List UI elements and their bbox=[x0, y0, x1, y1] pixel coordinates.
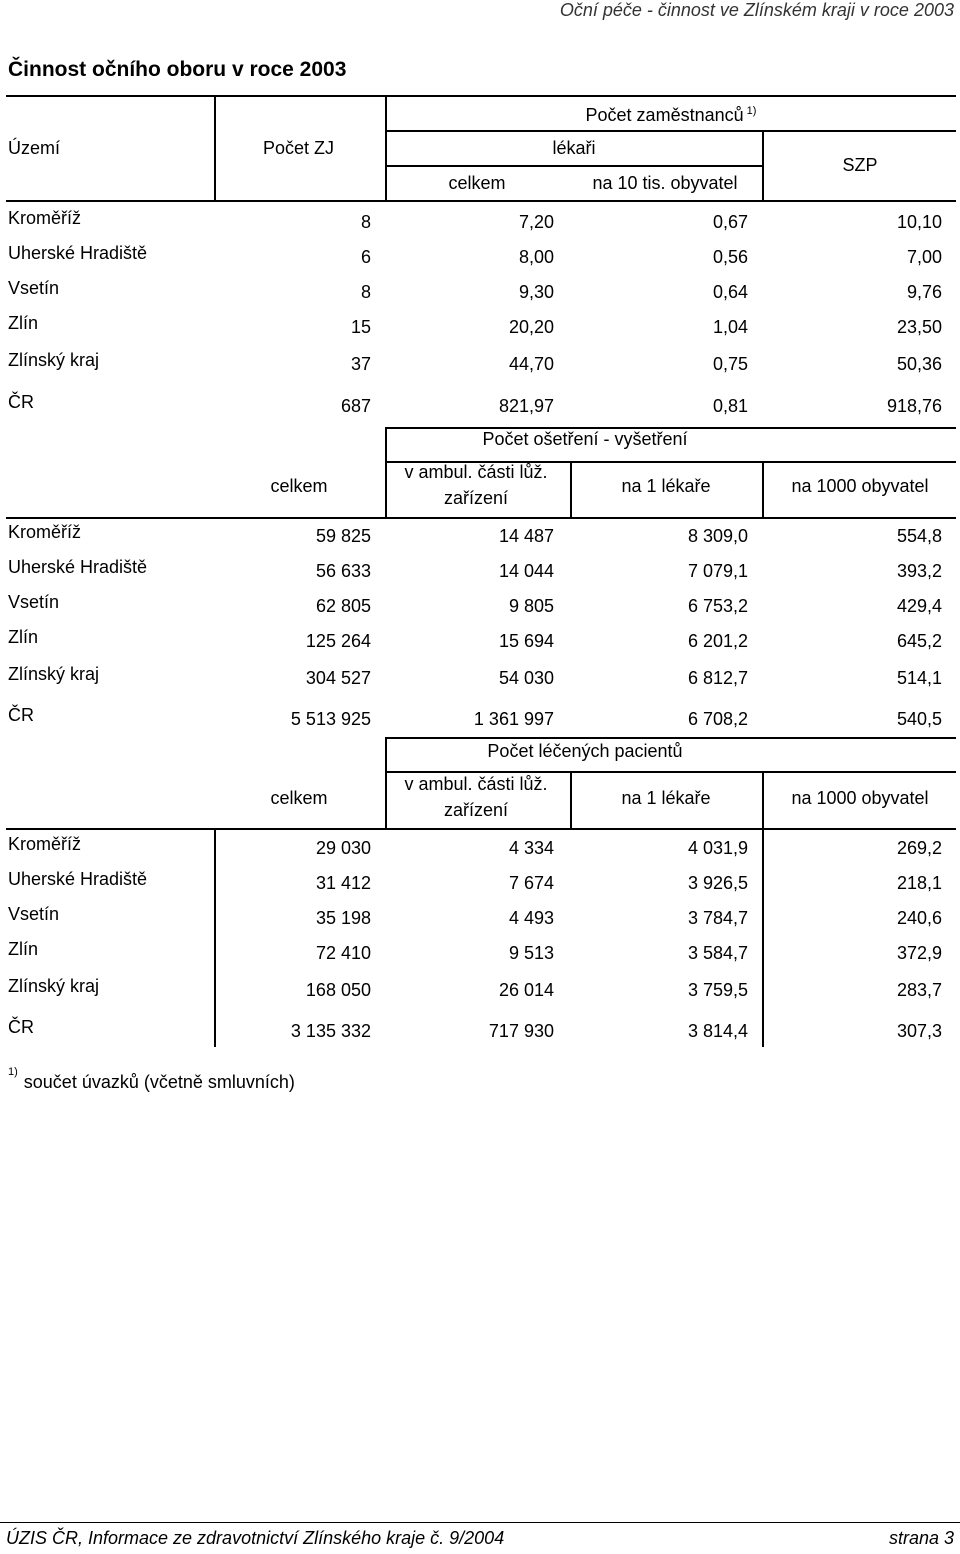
cell-doctors-per-10k: 0,67 bbox=[712, 212, 748, 232]
column-divider bbox=[385, 95, 387, 200]
cell-total: 29 030 bbox=[315, 838, 371, 858]
cell-unit-count: 37 bbox=[350, 354, 371, 374]
cell-outpatient: 9 805 bbox=[508, 596, 554, 616]
header-per-1000: na 1000 obyvatel bbox=[791, 476, 929, 496]
cell-doctors-per-10k: 0,56 bbox=[712, 247, 748, 267]
footer-divider bbox=[0, 1522, 960, 1523]
cell-outpatient: 4 334 bbox=[508, 838, 554, 858]
column-divider bbox=[762, 830, 764, 1047]
page-title: Činnost očního oboru v roce 2003 bbox=[8, 58, 347, 81]
row-territory: Uherské Hradiště bbox=[8, 557, 148, 577]
column-divider bbox=[214, 830, 216, 1047]
cell-per-doctor: 3 784,7 bbox=[687, 908, 748, 928]
cell-doctors-total: 9,30 bbox=[518, 282, 554, 302]
cell-nurses: 918,76 bbox=[886, 396, 942, 416]
cell-nurses: 7,00 bbox=[906, 247, 942, 267]
cell-doctors-total: 7,20 bbox=[518, 212, 554, 232]
cell-outpatient: 7 674 bbox=[508, 873, 554, 893]
cell-outpatient: 14 487 bbox=[498, 526, 554, 546]
section-rule bbox=[386, 737, 956, 739]
cell-per-1000: 269,2 bbox=[896, 838, 942, 858]
cell-doctors-per-10k: 0,81 bbox=[712, 396, 748, 416]
cell-per-1000: 240,6 bbox=[896, 908, 942, 928]
header-total: celkem bbox=[270, 788, 328, 808]
cell-outpatient: 717 930 bbox=[488, 1021, 554, 1041]
header-unit-count: Počet ZJ bbox=[263, 138, 335, 158]
header-per-doctor: na 1 lékaře bbox=[621, 788, 711, 808]
cell-per-1000: 429,4 bbox=[896, 596, 942, 616]
row-territory: Vsetín bbox=[8, 904, 60, 924]
cell-total: 59 825 bbox=[315, 526, 371, 546]
column-divider bbox=[762, 461, 764, 517]
row-territory: ČR bbox=[8, 705, 34, 725]
cell-total: 72 410 bbox=[315, 943, 371, 963]
cell-doctors-per-10k: 1,04 bbox=[712, 317, 748, 337]
footnote-text: součet úvazků (včetně smluvních) bbox=[23, 1072, 295, 1092]
cell-per-doctor: 3 814,4 bbox=[687, 1021, 748, 1041]
cell-per-1000: 372,9 bbox=[896, 943, 942, 963]
footnote-ref: 1) bbox=[743, 105, 757, 117]
footer-source: ÚZIS ČR, Informace ze zdravotnictví Zlínského kraje č. 9/2004 bbox=[6, 1528, 505, 1548]
row-territory: Zlín bbox=[8, 627, 39, 647]
cell-total: 168 050 bbox=[305, 980, 371, 1000]
row-territory: Vsetín bbox=[8, 592, 60, 612]
cell-unit-count: 8 bbox=[360, 282, 371, 302]
header-staff-count: Počet zaměstnanců $^{1)}$ bbox=[585, 105, 757, 125]
cell-per-doctor: 7 079,1 bbox=[687, 561, 748, 581]
cell-doctors-total: 821,97 bbox=[498, 396, 554, 416]
header-outpatient: v ambul. části lůž. bbox=[404, 462, 548, 482]
header-patients: Počet léčených pacientů bbox=[487, 741, 683, 761]
cell-unit-count: 15 bbox=[350, 317, 371, 337]
cell-unit-count: 8 bbox=[360, 212, 371, 232]
footnote-marker: 1) bbox=[8, 1066, 18, 1078]
column-divider bbox=[762, 771, 764, 828]
cell-per-doctor: 6 812,7 bbox=[687, 668, 748, 688]
cell-total: 3 135 332 bbox=[290, 1021, 371, 1041]
cell-doctors-per-10k: 0,75 bbox=[712, 354, 748, 374]
column-divider bbox=[570, 461, 572, 517]
cell-unit-count: 6 bbox=[360, 247, 371, 267]
row-territory: Zlínský kraj bbox=[8, 350, 100, 370]
header-bottom-border bbox=[6, 517, 956, 519]
cell-outpatient: 9 513 bbox=[508, 943, 554, 963]
cell-per-1000: 645,2 bbox=[896, 631, 942, 651]
cell-per-doctor: 3 584,7 bbox=[687, 943, 748, 963]
cell-outpatient: 15 694 bbox=[498, 631, 554, 651]
row-territory: Uherské Hradiště bbox=[8, 869, 148, 889]
cell-per-1000: 393,2 bbox=[896, 561, 942, 581]
row-territory: ČR bbox=[8, 1017, 34, 1037]
cell-total: 304 527 bbox=[305, 668, 371, 688]
row-territory: Zlínský kraj bbox=[8, 664, 100, 684]
cell-nurses: 23,50 bbox=[896, 317, 942, 337]
header-bottom-border bbox=[6, 828, 956, 830]
cell-per-doctor: 6 753,2 bbox=[687, 596, 748, 616]
header-territory: Území bbox=[8, 138, 61, 158]
header-outpatient-2: zařízení bbox=[443, 800, 509, 820]
header-outpatient-2: zařízení bbox=[443, 488, 509, 508]
cell-per-doctor: 3 759,5 bbox=[687, 980, 748, 1000]
row-territory: Zlínský kraj bbox=[8, 976, 100, 996]
footnote bbox=[8, 1066, 295, 1093]
cell-total: 5 513 925 bbox=[290, 709, 371, 729]
row-territory: Kroměříž bbox=[8, 522, 82, 542]
cell-per-1000: 283,7 bbox=[896, 980, 942, 1000]
cell-outpatient: 1 361 997 bbox=[473, 709, 554, 729]
cell-per-doctor: 6 201,2 bbox=[687, 631, 748, 651]
cell-per-1000: 554,8 bbox=[896, 526, 942, 546]
cell-total: 125 264 bbox=[305, 631, 371, 651]
header-doctors: lékaři bbox=[552, 138, 596, 158]
row-territory: Uherské Hradiště bbox=[8, 243, 148, 263]
header-per-doctor: na 1 lékaře bbox=[621, 476, 711, 496]
cell-outpatient: 4 493 bbox=[508, 908, 554, 928]
cell-per-doctor: 3 926,5 bbox=[687, 873, 748, 893]
row-territory: Zlín bbox=[8, 939, 39, 959]
cell-unit-count: 687 bbox=[340, 396, 371, 416]
header-per-10k: na 10 tis. obyvatel bbox=[592, 173, 738, 193]
cell-per-1000: 514,1 bbox=[896, 668, 942, 688]
header-bottom-border bbox=[6, 200, 956, 202]
header-rule bbox=[386, 130, 956, 132]
cell-doctors-per-10k: 0,64 bbox=[712, 282, 748, 302]
table-top-border bbox=[6, 95, 956, 97]
cell-nurses: 10,10 bbox=[896, 212, 942, 232]
column-divider bbox=[570, 771, 572, 828]
header-total: celkem bbox=[270, 476, 328, 496]
cell-total: 35 198 bbox=[315, 908, 371, 928]
header-examinations: Počet ošetření - vyšetření bbox=[482, 429, 688, 449]
header-nurses: SZP bbox=[842, 155, 878, 175]
cell-outpatient: 14 044 bbox=[498, 561, 554, 581]
row-territory: Kroměříž bbox=[8, 834, 82, 854]
footer-page-number: strana 3 bbox=[888, 1528, 954, 1548]
cell-per-doctor: 8 309,0 bbox=[687, 526, 748, 546]
running-header: Oční péče - činnost ve Zlínském kraji v roce 2003 bbox=[559, 0, 954, 20]
cell-doctors-total: 44,70 bbox=[508, 354, 554, 374]
cell-outpatient: 54 030 bbox=[498, 668, 554, 688]
row-territory: Vsetín bbox=[8, 278, 60, 298]
cell-nurses: 50,36 bbox=[896, 354, 942, 374]
cell-doctors-total: 8,00 bbox=[518, 247, 554, 267]
cell-doctors-total: 20,20 bbox=[508, 317, 554, 337]
cell-per-1000: 218,1 bbox=[896, 873, 942, 893]
cell-nurses: 9,76 bbox=[906, 282, 942, 302]
row-territory: Zlín bbox=[8, 313, 39, 333]
cell-per-1000: 540,5 bbox=[896, 709, 942, 729]
cell-outpatient: 26 014 bbox=[498, 980, 554, 1000]
cell-per-1000: 307,3 bbox=[896, 1021, 942, 1041]
cell-total: 56 633 bbox=[315, 561, 371, 581]
header-outpatient: v ambul. části lůž. bbox=[404, 774, 548, 794]
header-rule bbox=[386, 165, 762, 167]
cell-total: 31 412 bbox=[315, 873, 371, 893]
row-territory: Kroměříž bbox=[8, 208, 82, 228]
header-total: celkem bbox=[448, 173, 506, 193]
header-per-1000: na 1000 obyvatel bbox=[791, 788, 929, 808]
column-divider bbox=[214, 95, 216, 200]
cell-per-doctor: 6 708,2 bbox=[687, 709, 748, 729]
row-territory: ČR bbox=[8, 392, 34, 412]
cell-per-doctor: 4 031,9 bbox=[687, 838, 748, 858]
header-rule bbox=[386, 771, 956, 773]
cell-total: 62 805 bbox=[315, 596, 371, 616]
